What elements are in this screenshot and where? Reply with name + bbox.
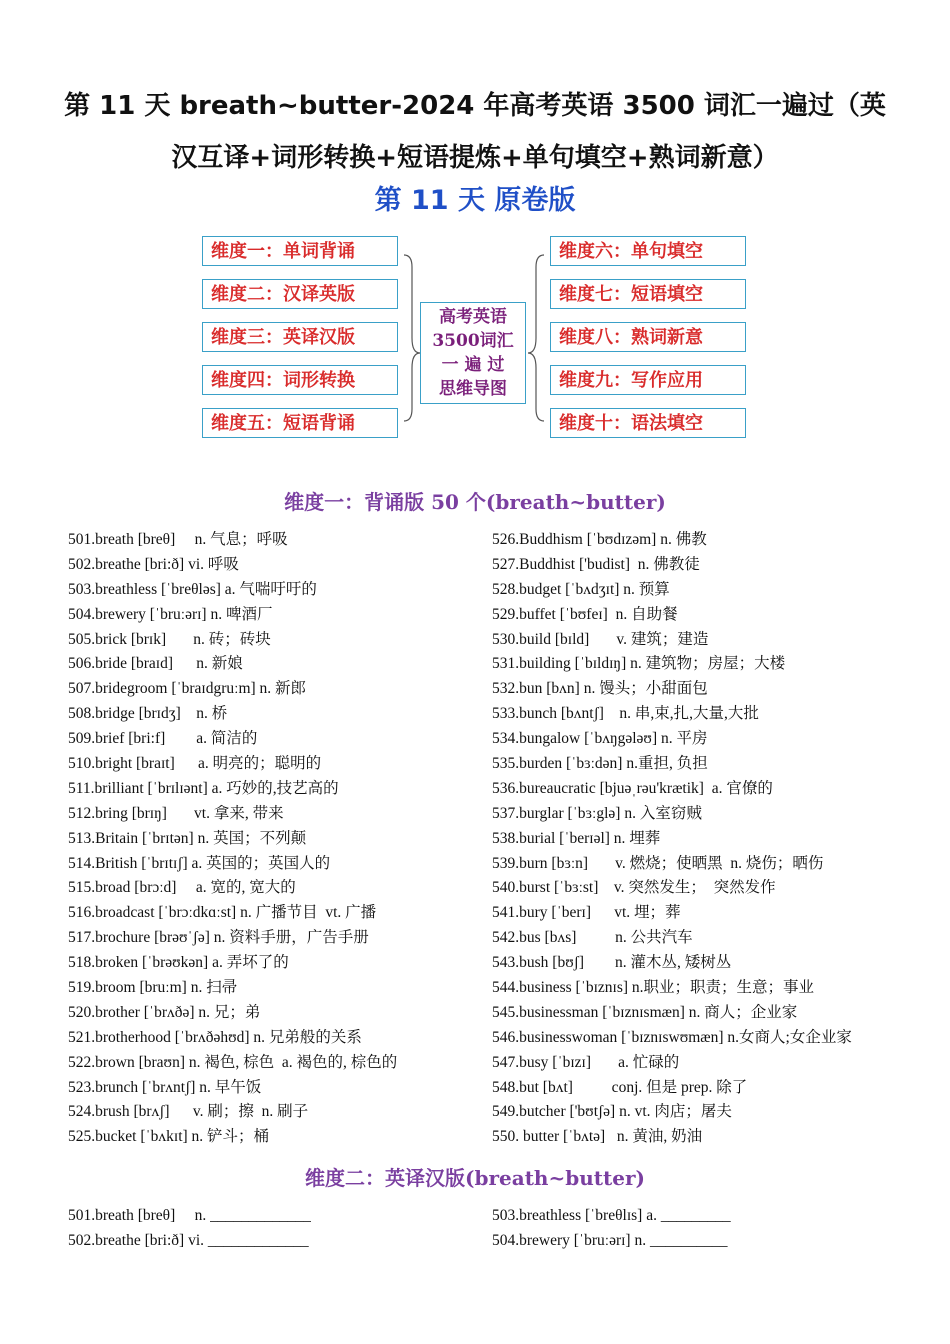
vocab-entry: 535.burden [ˈbɜːdən] n.重担, 负担 <box>492 755 708 773</box>
vocab-entry: 507.bridegroom [ˈbraɪdgruːm] n. 新郎 <box>68 680 307 698</box>
vocab-entry: 511.brilliant [ˈbrɪlɪənt] a. 巧妙的,技艺高的 <box>68 779 339 797</box>
vocab-entry: 543.bush [bʊʃ] n. 灌木丛, 矮树丛 <box>492 954 732 972</box>
mind-map-center-line: 思维导图 <box>439 379 507 399</box>
vocab-entry: 512.bring [brɪŋ] vt. 拿来, 带来 <box>68 804 284 822</box>
vocab-list-left <box>68 528 488 1150</box>
vocab-entry: 513.Britain [ˈbrɪtən] n. 英国；不列颠 <box>68 829 307 847</box>
vocab-entry: 536.bureaucratic [bjuəˌrəu'krætik] a. 官僚的 <box>492 779 773 797</box>
vocab-entry: 530.build [bɪld] v. 建筑；建造 <box>492 630 709 648</box>
section-title-translation: 维度二：英译汉版(breath~butter) <box>305 1166 645 1190</box>
vocab-entry: 538.burial [ˈberɪəl] n. 埋葬 <box>492 829 661 847</box>
section-title-recitation: 维度一：背诵版 50 个(breath~butter) <box>284 490 666 514</box>
vocab-entry: 516.broadcast [ˈbrɔːdkɑːst] n. 广播节目 vt. 广播 <box>68 904 377 922</box>
vocab-list-right <box>492 528 912 1150</box>
mind-map-item-9: 维度九：写作应用 <box>550 365 746 395</box>
vocab-entry: 532.bun [bʌn] n. 馒头；小甜面包 <box>492 680 708 698</box>
vocab-entry: 533.bunch [bʌntʃ] n. 串,束,扎,大量,大批 <box>492 705 759 723</box>
mind-map-item-4: 维度四：词形转换 <box>202 365 398 395</box>
vocab-entry: 537.burglar [ˈbɜːglə] n. 入室窃贼 <box>492 804 702 822</box>
exercise-entry: 502.breathe [bri:ð] vi. _____________ <box>68 1231 309 1249</box>
mind-map-center-line: 高考英语 <box>439 307 507 327</box>
mind-map-item-1: 维度一：单词背诵 <box>202 236 398 266</box>
document-title: 第 11 天 breath~butter-2024 年高考英语 3500 词汇一遍过（英汉互译+词形转换+短语提炼+单句填空+熟词新意） <box>64 91 886 173</box>
vocab-entry: 540.burst [ˈbɜːst] v. 突然发生； 突然发作 <box>492 879 776 897</box>
vocab-entry: 523.brunch [ˈbrʌntʃ] n. 早午饭 <box>68 1078 262 1096</box>
vocab-entry: 522.brown [braʊn] n. 褐色, 棕色 a. 褐色的, 棕色的 <box>68 1053 398 1071</box>
vocab-entry: 539.burn [bɜːn] v. 燃烧；使晒黑 n. 烧伤；晒伤 <box>492 854 824 872</box>
vocab-entry: 549.butcher ['bʊtʃə] n. vt. 肉店；屠夫 <box>492 1103 732 1121</box>
vocab-entry: 528.budget [ˈbʌdʒɪt] n. 预算 <box>492 580 670 598</box>
vocab-entry: 508.bridge [brɪdʒ] n. 桥 <box>68 705 228 723</box>
vocab-entry: 509.brief [bri:f] a. 简洁的 <box>68 730 258 748</box>
vocab-entry: 510.bright [braɪt] a. 明亮的；聪明的 <box>68 755 322 773</box>
mind-map-item-5: 维度五：短语背诵 <box>202 408 398 438</box>
vocab-entry: 541.bury [ˈberɪ] vt. 埋；葬 <box>492 904 681 922</box>
vocab-entry: 524.brush [brʌʃ] v. 刷；擦 n. 刷子 <box>68 1103 309 1121</box>
mind-map-item-7: 维度七：短语填空 <box>550 279 746 309</box>
vocab-entry: 544.business [ˈbɪznɪs] n.职业；职责；生意；事业 <box>492 979 815 997</box>
vocab-entry: 534.bungalow [ˈbʌŋgələʊ] n. 平房 <box>492 730 708 748</box>
vocab-entry: 531.building [ˈbɪldɪŋ] n. 建筑物；房屋；大楼 <box>492 655 786 673</box>
mind-map-center-line: 3500词汇 <box>432 331 514 351</box>
mind-map-item-10: 维度十：语法填空 <box>550 408 746 438</box>
document-subtitle: 第 11 天 原卷版 <box>374 185 576 216</box>
exercise-entry: 501.breath [breθ] n. _____________ <box>68 1207 311 1224</box>
vocab-entry: 505.brick [brɪk] n. 砖；砖块 <box>68 630 271 648</box>
vocab-entry: 518.broken [ˈbrəʊkən] a. 弄坏了的 <box>68 954 289 972</box>
vocab-entry: 542.bus [bʌs] n. 公共汽车 <box>492 929 693 947</box>
exercise-list-right <box>492 1204 912 1254</box>
vocab-entry: 517.brochure [brəʊˈʃə] n. 资料手册，广告手册 <box>68 929 369 947</box>
vocab-entry: 529.buffet [ˈbʊfeɪ] n. 自助餐 <box>492 605 678 623</box>
mind-map-center <box>420 302 526 404</box>
vocab-entry: 526.Buddhism [ˈbʊdɪzəm] n. 佛教 <box>492 531 707 548</box>
vocab-entry: 501.breath [breθ] n. 气息；呼吸 <box>68 531 288 548</box>
vocab-entry: 502.breathe [bri:ð] vi. 呼吸 <box>68 555 239 573</box>
exercise-entry: 503.breathless [ˈbreθlɪs] a. _________ <box>492 1207 731 1224</box>
vocab-entry: 520.brother [ˈbrʌðə] n. 兄；弟 <box>68 1003 261 1021</box>
exercise-list-left <box>68 1204 488 1254</box>
vocab-entry: 527.Buddhist ['budist] n. 佛教徒 <box>492 555 700 573</box>
mind-map-item-6: 维度六：单句填空 <box>550 236 746 266</box>
vocab-entry: 521.brotherhood [ˈbrʌðəhʊd] n. 兄弟般的关系 <box>68 1028 362 1046</box>
vocab-entry: 550. butter [ˈbʌtə] n. 黄油, 奶油 <box>492 1128 703 1146</box>
mind-map <box>198 232 750 444</box>
vocab-entry: 515.broad [brɔːd] a. 宽的, 宽大的 <box>68 879 296 897</box>
vocab-entry: 506.bride [braɪd] n. 新娘 <box>68 655 243 673</box>
vocab-entry: 514.British [ˈbrɪtɪʃ] a. 英国的；英国人的 <box>68 854 331 872</box>
vocab-entry: 545.businessman [ˈbɪznɪsmæn] n. 商人；企业家 <box>492 1003 798 1021</box>
vocab-entry: 519.broom [bruːm] n. 扫帚 <box>68 979 238 997</box>
mind-map-item-2: 维度二：汉译英版 <box>202 279 398 309</box>
vocab-entry: 525.bucket [ˈbʌkɪt] n. 铲斗；桶 <box>68 1128 270 1146</box>
vocab-entry: 503.breathless [ˈbreθləs] a. 气喘吁吁的 <box>68 580 317 598</box>
vocab-entry: 548.but [bʌt] conj. 但是 prep. 除了 <box>492 1078 748 1096</box>
mind-map-item-8: 维度八：熟词新意 <box>550 322 746 352</box>
vocab-entry: 546.businesswoman [ˈbɪznɪswʊmæn] n.女商人;女企业家 <box>492 1028 852 1046</box>
vocab-entry: 547.busy [ˈbɪzɪ] a. 忙碌的 <box>492 1053 680 1071</box>
exercise-entry: 504.brewery [ˈbruːərɪ] n. __________ <box>492 1231 728 1249</box>
mind-map-center-line: 一 遍 过 <box>441 355 505 375</box>
mind-map-item-3: 维度三：英译汉版 <box>202 322 398 352</box>
vocab-entry: 504.brewery [ˈbruːərɪ] n. 啤酒厂 <box>68 605 273 623</box>
